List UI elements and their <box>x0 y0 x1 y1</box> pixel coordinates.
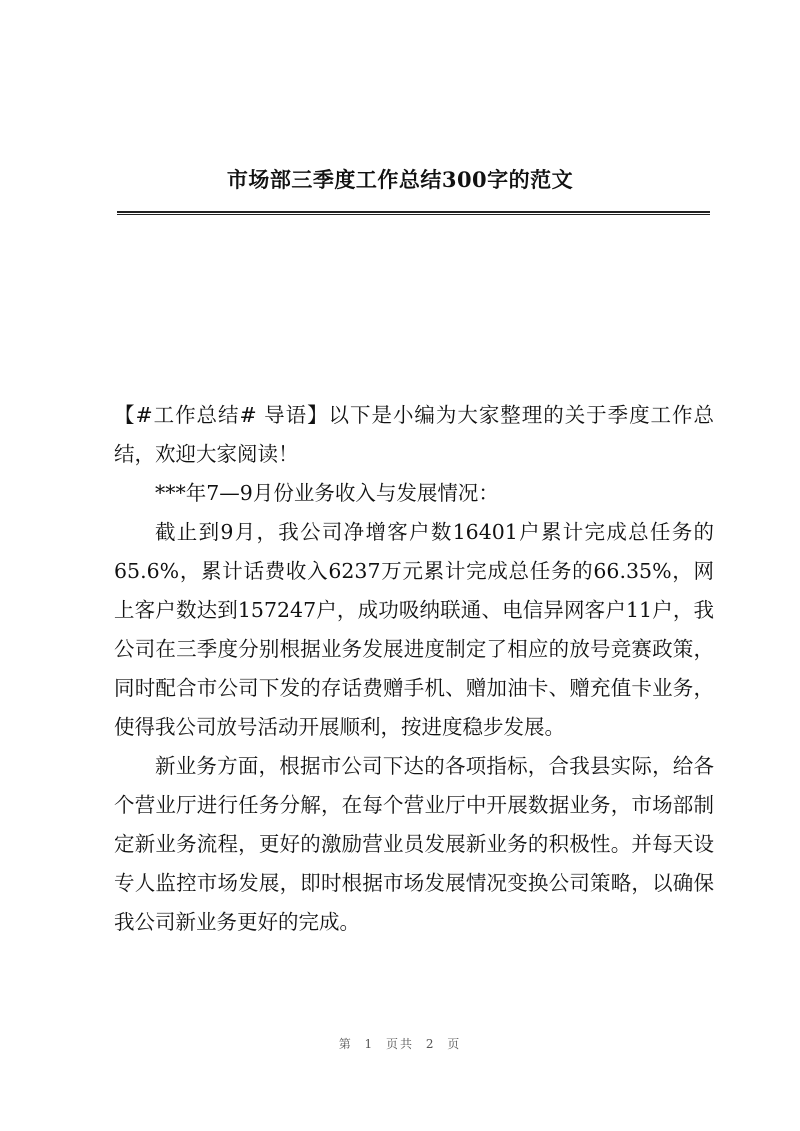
section-heading: ***年7—9月份业务收入与发展情况： <box>155 481 499 505</box>
document-title: 市场部三季度工作总结300字的范文 <box>226 167 574 192</box>
title-divider <box>117 211 710 215</box>
page-number: 第 1 页共 2 页 <box>338 1037 462 1051</box>
body-paragraph: 新业务方面，根据市公司下达的各项指标，合我县实际，给各个营业厅进行任务分解，在每个营业厅中开展数据业务，市场部制定新业务流程，更好的激励营业员发展新业务的积极性。并每天设专人监控市场发展，即时根据市场发展情况变换公司策略，以确保我公司新业务更好的完成。 <box>114 754 714 934</box>
body-paragraph: 截止到9月，我公司净增客户数16401户累计完成总任务的65.6%，累计话费收入6237万元累计完成总任务的66.35%，网上客户数达到157247户，成功吸纳联通、电信异网客户11户，我公司在三季度分别根据业务发展进度制定了相应的放号竞赛政策，同时配合市公司下发的存话费赠手机、赠加油卡、赠充值卡业务，使得我公司放号活动开展顺利，按进度稳步发展。 <box>114 520 714 739</box>
document-body <box>114 396 714 942</box>
intro-paragraph: 【#工作总结# 导语】以下是小编为大家整理的关于季度工作总结，欢迎大家阅读！ <box>114 403 714 466</box>
